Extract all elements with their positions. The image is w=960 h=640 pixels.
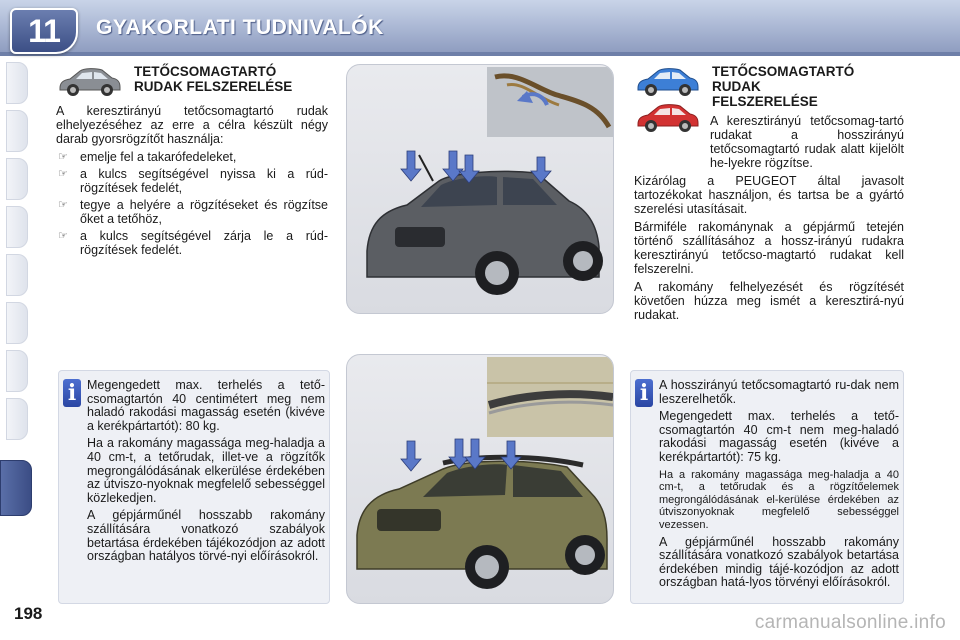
- list-item-text: a kulcs segítségével zárja le a rúd-rögzítések fedelét.: [80, 229, 328, 257]
- info-text-left: [87, 379, 325, 568]
- chapter-tab[interactable]: [6, 158, 28, 200]
- intro-paragraph: A keresztirányú tetőcsomagtartó rudak elhelyezéséhez az erre a célra készült négy darab gyorsrögzítőt használja:: [56, 104, 328, 146]
- right-section-body: [634, 114, 904, 326]
- section-title-line: FELSZERELÉSE: [712, 94, 818, 109]
- list-item-text: a kulcs segítségével nyissa ki a rúd-rögzítések fedelét,: [80, 167, 328, 195]
- pointing-hand-icon: ☞: [58, 151, 68, 163]
- blue-car-icon: [634, 64, 702, 98]
- list-item-text: tegye a helyére a rögzítéseket és rögzítse őket a tetőhöz,: [80, 198, 328, 226]
- chapter-tab[interactable]: [6, 398, 28, 440]
- car-silhouette-icon: [56, 64, 122, 98]
- list-item: [56, 198, 328, 226]
- chapter-tab-strip: [0, 62, 34, 622]
- info-text-right: [659, 379, 899, 594]
- chapter-tab[interactable]: [6, 254, 28, 296]
- info-paragraph: Ha a rakomány magassága meg-haladja a 40 cm-t, a tetőrudak és a rögzítőelemek megrongálódásának el-kerülése érdekében az útviszonyoknak megfelelő sebességgel vezessen.: [659, 468, 899, 531]
- instruction-list: [56, 150, 328, 257]
- left-section-body: [56, 104, 328, 257]
- pointing-hand-icon: ☞: [58, 199, 68, 211]
- list-item: [56, 229, 328, 257]
- section-title-right: [712, 64, 854, 109]
- info-paragraph: Ha a rakomány magassága meg-haladja a 40 cm-t, a tetőrudak, illet-ve a rögzítők megrongálódásának elkerülése érdekében az útviszo-nyoknak megfelelő sebességgel közlekedjen.: [87, 436, 325, 505]
- info-paragraph: A gépjárműnél hosszabb rakomány szállítására vonatkozó szabályok betartása érdekében mindig tájé-kozódjon az adott országban hatá-lyos törvényi előírásokról.: [659, 534, 899, 590]
- info-icon: i: [63, 379, 81, 407]
- info-paragraph: A hosszirányú tetőcsomagtartó ru-dak nem leszerelhetők.: [659, 378, 899, 406]
- chapter-tab[interactable]: [6, 350, 28, 392]
- chapter-tab[interactable]: [6, 206, 28, 248]
- paragraph: A keresztirányú tetőcsomag-tartó rudakat a hosszirányú tetőcsomagtartó rudak alatt kijelölt he-lyekre rögzítse.: [710, 114, 904, 170]
- info-icon: i: [635, 379, 653, 407]
- page-number: 198: [14, 604, 43, 623]
- list-item: [56, 150, 328, 164]
- info-paragraph: Megengedett max. terhelés a tető-csomagtartón 40 cm-t nem meg-haladó rakodási magasság esetén (kivéve a kerékpártartót): 75 kg.: [659, 409, 899, 464]
- chapter-tab[interactable]: [6, 62, 28, 104]
- info-box-left: [58, 370, 330, 604]
- chapter-tab-active[interactable]: [0, 460, 32, 516]
- section-title-line: TETŐCSOMAGTARTÓ: [134, 64, 277, 79]
- info-paragraph: Megengedett max. terhelés a tető-csomagtartón 40 centimétert meg nem haladó rakodási magasság esetén (kivéve a kerékpártartót): 80 kg.: [87, 378, 325, 433]
- pointing-hand-icon: ☞: [58, 168, 68, 180]
- section-title-left: [134, 64, 292, 94]
- info-paragraph: A gépjárműnél hosszabb rakomány szállítására vonatkozó szabályok betartása érdekében tájékozódjon az adott országban hatályos törvé-nyi előírásokról.: [87, 508, 325, 564]
- chapter-tab[interactable]: [6, 110, 28, 152]
- paragraph: Kizárólag a PEUGEOT által javasolt tartozékokat használjon, és tartsa be a gyártó szerelési utasításait.: [634, 174, 904, 216]
- header-divider: [0, 52, 960, 56]
- paragraph: Bármiféle rakománynak a gépjármű tetején történő szállításához a hossz-irányú rudakra keresztirányú tetőcso-magtartó rudakat kell felszerelni.: [634, 220, 904, 276]
- pointing-hand-icon: ☞: [58, 230, 68, 242]
- chapter-title: GYAKORLATI TUDNIVALÓK: [96, 16, 384, 39]
- paragraph: A rakomány felhelyezését és rögzítését követően húzza meg ismét a keresztirá-nyú rudakat.: [634, 280, 904, 322]
- estate-roof-rails-photo: [346, 354, 614, 604]
- list-item: [56, 167, 328, 195]
- chapter-badge: [10, 8, 78, 54]
- chapter-number: 11: [28, 13, 60, 49]
- chapter-tab[interactable]: [6, 302, 28, 344]
- watermark: carmanualsonline.info: [754, 612, 946, 633]
- section-title-line: TETŐCSOMAGTARTÓ: [712, 64, 855, 79]
- hatchback-roof-photo: [346, 64, 614, 314]
- info-box-right: [630, 370, 904, 604]
- section-title-line: RUDAK FELSZERELÉSE: [134, 79, 293, 94]
- list-item-text: emelje fel a takarófedeleket,: [80, 150, 237, 164]
- section-title-line: RUDAK: [712, 79, 761, 94]
